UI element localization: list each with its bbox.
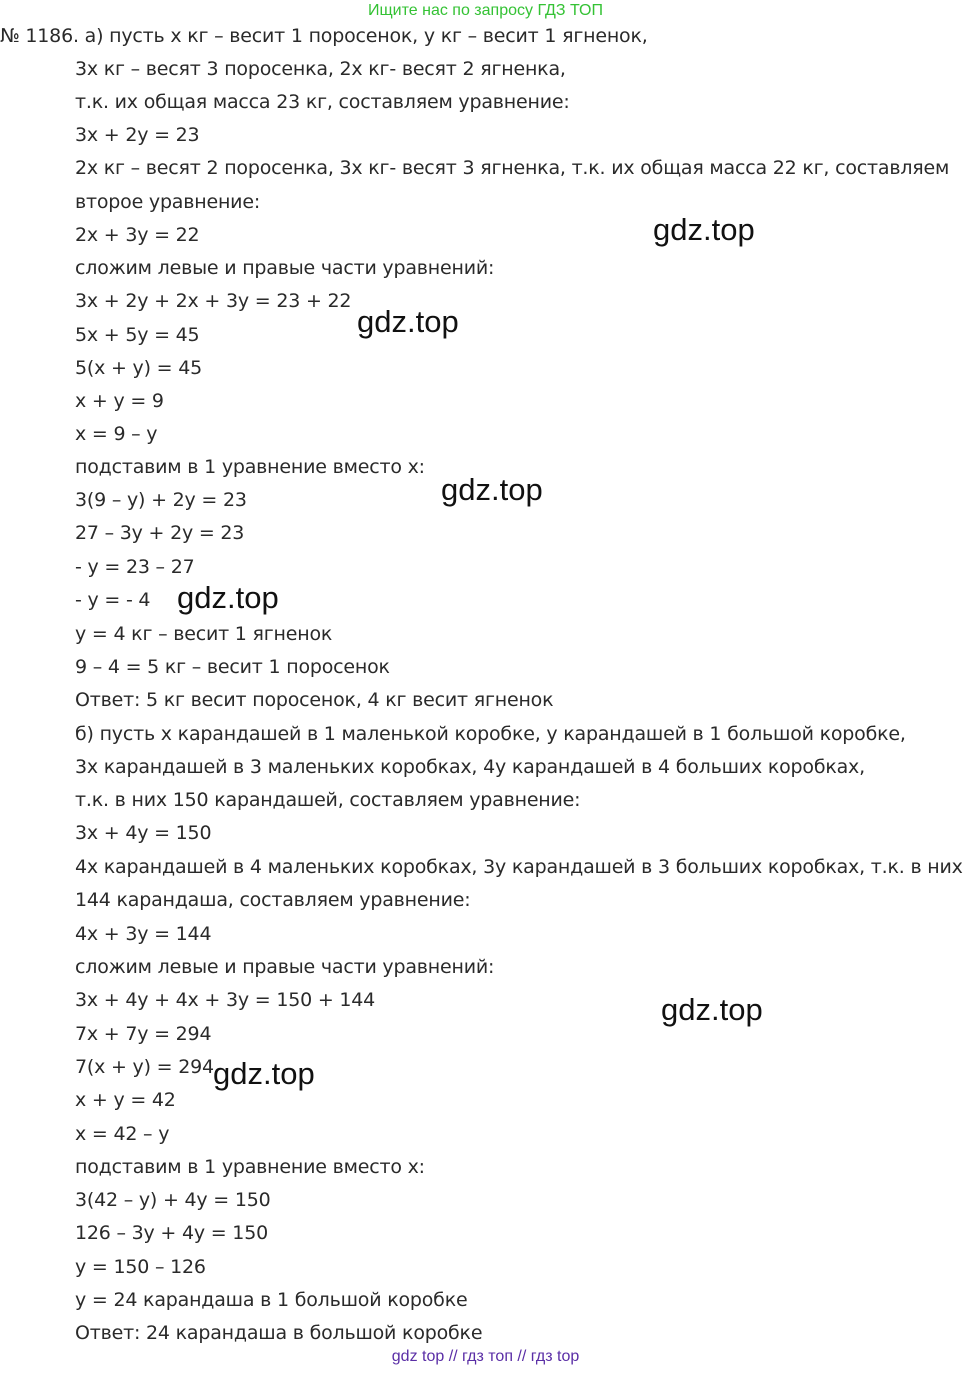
answer-line: Ответ: 24 карандаша в большой коробке xyxy=(75,1322,483,1344)
text-line: 4х карандашей в 4 маленьких коробках, 3у карандашей в 3 больших коробках, т.к. в них xyxy=(75,856,963,878)
equation-line: 3х + 4у + 4х + 3у = 150 + 144 xyxy=(75,989,376,1011)
equation-line: у = 150 – 126 xyxy=(75,1256,206,1278)
equation-line: х = 42 – у xyxy=(75,1123,170,1145)
watermark: gdz.top xyxy=(653,212,755,247)
equation-line: 5(х + у) = 45 xyxy=(75,357,202,379)
text-line: у = 24 карандаша в 1 большой коробке xyxy=(75,1289,468,1311)
equation-line: х + у = 42 xyxy=(75,1089,176,1111)
text-line: второе уравнение: xyxy=(75,191,261,213)
equation-line: 126 – 3у + 4у = 150 xyxy=(75,1222,268,1244)
text-line: т.к. их общая масса 23 кг, составляем уравнение: xyxy=(75,91,570,113)
equation-line: 7х + 7у = 294 xyxy=(75,1023,212,1045)
text-line: у = 4 кг – весит 1 ягненок xyxy=(75,623,333,645)
watermark: gdz.top xyxy=(661,992,763,1027)
text-line: № 1186. а) пусть х кг – весит 1 поросенок, у кг – весит 1 ягненок, xyxy=(0,25,648,47)
equation-line: - у = - 4 xyxy=(75,589,151,611)
text-line: сложим левые и правые части уравнений: xyxy=(75,956,495,978)
text-line: 3х карандашей в 3 маленьких коробках, 4у карандашей в 4 больших коробках, xyxy=(75,756,865,778)
equation-line: х = 9 – у xyxy=(75,423,158,445)
text-line: 2х кг – весят 2 поросенка, 3х кг- весят 3 ягненка, т.к. их общая масса 22 кг, составляем xyxy=(75,157,950,179)
text-line: 9 – 4 = 5 кг – весит 1 поросенок xyxy=(75,656,390,678)
equation-line: 3(9 – у) + 2у = 23 xyxy=(75,489,247,511)
watermark: gdz.top xyxy=(357,304,459,339)
equation-line: 5х + 5у = 45 xyxy=(75,324,200,346)
text-line: 144 карандаша, составляем уравнение: xyxy=(75,889,471,911)
text-line: подставим в 1 уравнение вместо х: xyxy=(75,456,425,478)
watermark: gdz.top xyxy=(213,1056,315,1091)
footer-links[interactable]: gdz top // гдз топ // гдз top xyxy=(391,1348,580,1365)
equation-line: 3х + 2у = 23 xyxy=(75,124,200,146)
equation-line: 27 – 3у + 2у = 23 xyxy=(75,522,245,544)
equation-line: х + у = 9 xyxy=(75,390,164,412)
equation-line: 3(42 – у) + 4у = 150 xyxy=(75,1189,271,1211)
equation-line: - у = 23 – 27 xyxy=(75,556,195,578)
watermark: gdz.top xyxy=(441,472,543,507)
equation-line: 3х + 2у + 2х + 3у = 23 + 22 xyxy=(75,290,352,312)
text-line: т.к. в них 150 карандашей, составляем уравнение: xyxy=(75,789,581,811)
text-line: подставим в 1 уравнение вместо х: xyxy=(75,1156,425,1178)
text-line: б) пусть х карандашей в 1 маленькой коробке, у карандашей в 1 большой коробке, xyxy=(75,723,906,745)
search-banner[interactable]: Ищите нас по запросу ГДЗ ТОП xyxy=(368,2,603,19)
answer-line: Ответ: 5 кг весит поросенок, 4 кг весит ягненок xyxy=(75,689,554,711)
equation-line: 3х + 4у = 150 xyxy=(75,822,212,844)
equation-line: 7(х + у) = 294 xyxy=(75,1056,214,1078)
text-line: 3х кг – весят 3 поросенка, 2х кг- весят 2 ягненка, xyxy=(75,58,566,80)
watermark: gdz.top xyxy=(177,580,279,615)
equation-line: 4х + 3у = 144 xyxy=(75,923,212,945)
text-line: сложим левые и правые части уравнений: xyxy=(75,257,495,279)
equation-line: 2х + 3у = 22 xyxy=(75,224,200,246)
